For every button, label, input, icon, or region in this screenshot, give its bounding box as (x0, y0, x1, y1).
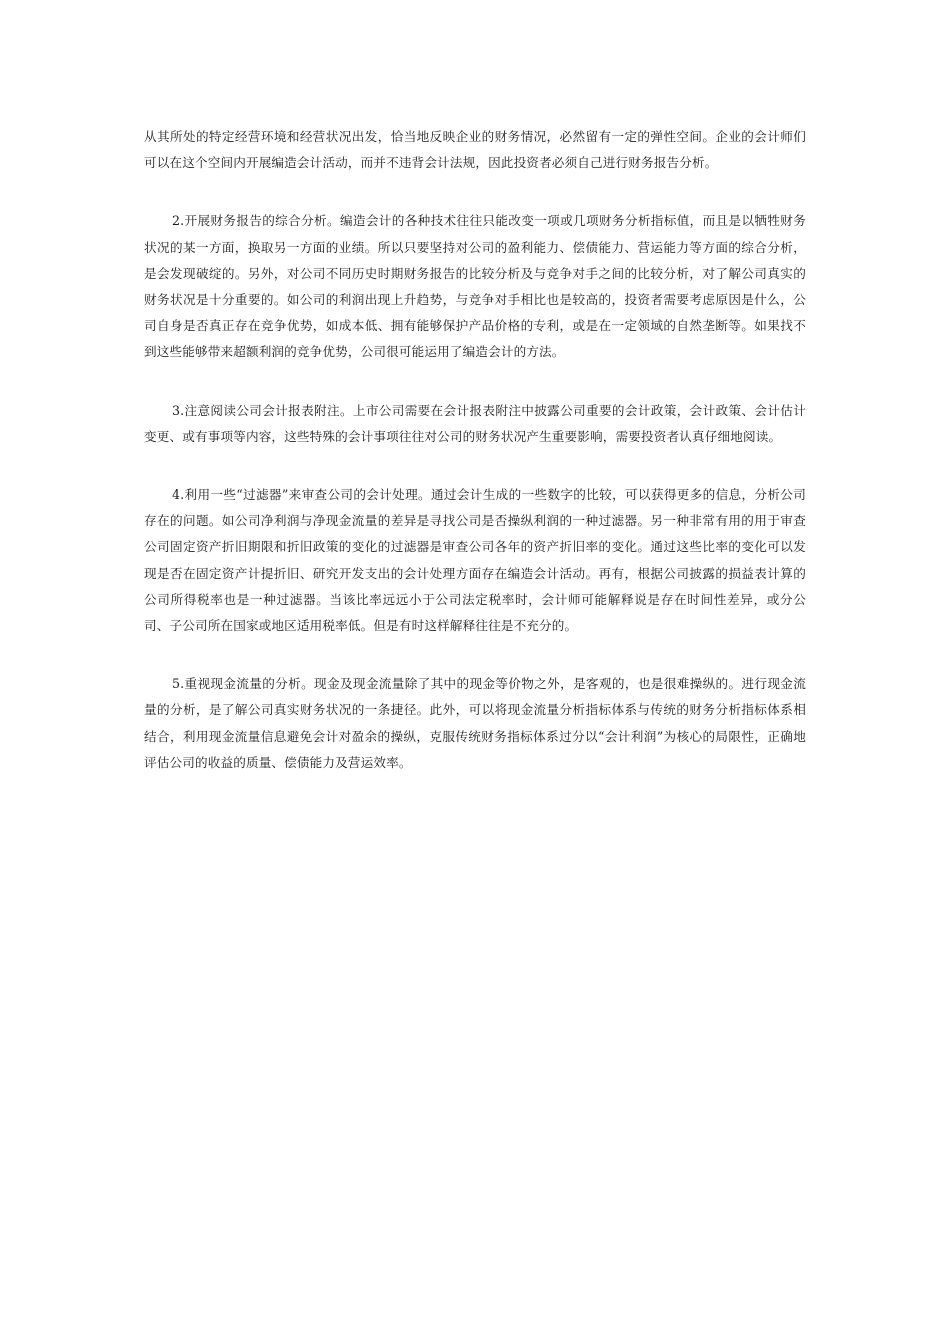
paragraph-comprehensive-analysis: 2.开展财务报告的综合分析。编造会计的各种技术往往只能改变一项或几项财务分析指标值，而且是以牺牲财务状况的某一方面，换取另一方面的业绩。所以只要坚持对公司的盈利能力、偿债能力、营运能力等方面的综合分析，是会发现破绽的。另外，对公司不同历史时期财务报告的比较分析及与竞争对手之间的比较分析，对了解公司真实的财务状况是十分重要的。如公司的利润出现上升趋势，与竞争对手相比也是较高的，投资者需要考虑原因是什么，公司自身是否真正存在竞争优势，如成本低、拥有能够保护产品价格的专利，或是在一定领域的自然垄断等。如果找不到这些能够带来超额利润的竞争优势，公司很可能运用了编造会计的方法。 (144, 213, 806, 360)
paragraph-filters: 4.利用一些“过滤器”来审查公司的会计处理。通过会计生成的一些数字的比较，可以获得更多的信息，分析公司存在的问题。如公司净利润与净现金流量的差异是寻找公司是否操纵利润的一种过滤器。另一种非常有用的用于审查公司固定资产折旧期限和折旧政策的变化的过滤器是审查公司各年的资产折旧率的变化。通过这些比率的变化可以发现是否在固定资产计提折旧、研究开发支出的会计处理方面存在编造会计活动。再有，根据公司披露的损益表计算的公司所得税率也是一种过滤器。当该比率远远小于公司法定税率时，会计师可能解释说是存在时间性差异，或分公司、子公司所在国家或地区适用税率低。但是有时这样解释往往是不充分的。 (144, 487, 806, 634)
paragraph-notes-reading: 3.注意阅读公司会计报表附注。上市公司需要在会计报表附注中披露公司重要的会计政策，会计政策、会计估计变更、或有事项等内容，这些特殊的会计事项往往对公司的财务状况产生重要影响，需要投资者认真仔细地阅读。 (144, 402, 806, 444)
paragraph-cash-flow: 5.重视现金流量的分析。现金及现金流量除了其中的现金等价物之外，是客观的，也是很难操纵的。进行现金流量的分析，是了解公司真实财务状况的一条捷径。此外，可以将现金流量分析指标体系与传统的财务分析指标体系相结合，利用现金流量信息避免会计对盈余的操纵，克服传统财务指标体系过分以“会计利润”为核心的局限性，正确地评估公司的收益的质量、偿债能力及营运效率。 (144, 676, 806, 770)
document-page (144, 124, 806, 808)
paragraph-continuation: 从其所处的特定经营环境和经营状况出发，恰当地反映企业的财务情况，必然留有一定的弹性空间。企业的会计师们可以在这个空间内开展编造会计活动，而并不违背会计法规，因此投资者必须自己进行财务报告分析。 (144, 129, 806, 171)
